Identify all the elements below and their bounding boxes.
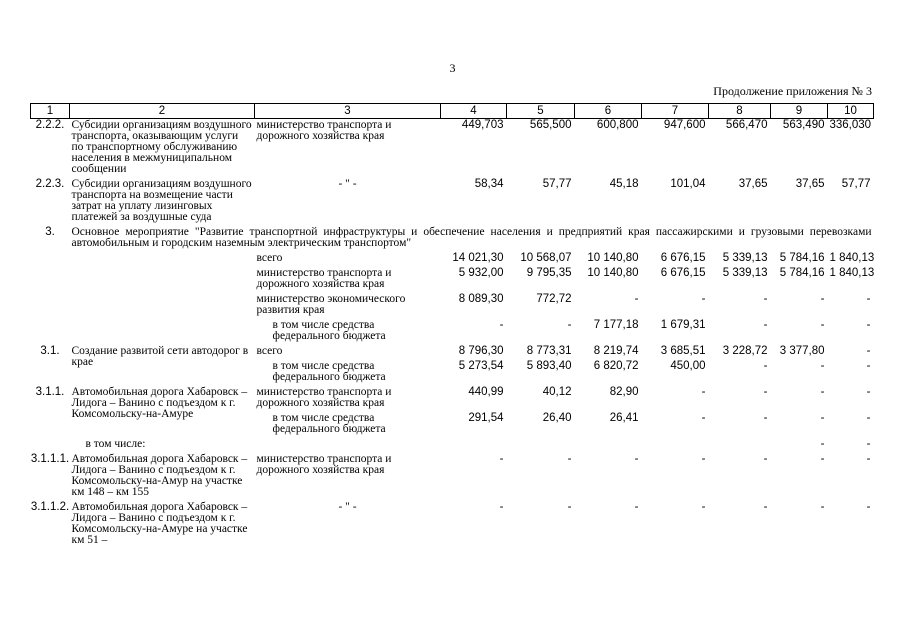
value-cell: - (820, 293, 825, 305)
table-row (31, 453, 874, 501)
row-executor: в том числе средства федерального бюджета (272, 360, 386, 383)
value-cell: 336,030 (829, 119, 872, 131)
value-cell: 449,703 (461, 119, 504, 131)
header-cell: 2 (70, 104, 255, 119)
value-cell: - (820, 360, 825, 372)
value-cell: 8 796,30 (458, 345, 504, 357)
value-cell: 101,04 (670, 178, 706, 190)
value-cell: 291,54 (468, 412, 504, 424)
row-name: Автомобильная дорога Хабаровск – Лидога – Ванино с подъездом к г. Комсомольску-на-Амур на участке км 148 – км 155 (71, 453, 248, 498)
row-name: Автомобильная дорога Хабаровск – Лидога – Ванино с подъездом к г. Комсомольску-на-Амуре (71, 386, 248, 420)
value-cell: - (866, 345, 871, 357)
value-cell: - (763, 453, 768, 465)
value-cell: - (866, 319, 871, 331)
row-executor: всего (256, 252, 283, 264)
value-cell: - (866, 360, 871, 372)
value-cell: 563,490 (782, 119, 825, 131)
table-row (31, 438, 874, 453)
value-cell: - (820, 453, 825, 465)
value-cell: 450,00 (670, 360, 706, 372)
row-executor: министерство транспорта и дорожного хозяйства края (256, 386, 392, 409)
row-code: 3. (45, 226, 55, 238)
row-code: 3.1.1. (35, 386, 65, 398)
value-cell: - (820, 438, 825, 450)
value-cell: 5 339,13 (722, 252, 768, 264)
table-row (31, 345, 874, 360)
row-name: Субсидии организациям воздушного транспорта на возмещение части затрат на уплату лизинговых платежей за воздушные суда (71, 178, 252, 223)
value-cell: - (763, 386, 768, 398)
row-code: 2.2.3. (35, 178, 65, 190)
value-cell: - (820, 386, 825, 398)
value-cell: 1 679,31 (660, 319, 706, 331)
row-name: Создание развитой сети автодорог в крае (71, 345, 249, 368)
value-cell (709, 438, 771, 453)
value-cell: - (866, 293, 871, 305)
value-cell: - (866, 386, 871, 398)
value-cell (575, 438, 642, 453)
value-cell: 7 177,18 (593, 319, 639, 331)
page-number: 3 (449, 61, 456, 75)
value-cell: - (763, 501, 768, 513)
value-cell: 5 784,16 (779, 252, 825, 264)
value-cell: 57,77 (542, 178, 572, 190)
row-executor: в том числе средства федерального бюджета (272, 319, 386, 342)
header-cell: 7 (642, 104, 709, 119)
value-cell: - (763, 412, 768, 424)
value-cell: 45,18 (609, 178, 639, 190)
value-cell: 3 685,51 (660, 345, 706, 357)
value-cell: 1 840,13 (829, 267, 875, 279)
value-cell: 8 219,74 (593, 345, 639, 357)
value-cell: 600,800 (596, 119, 639, 131)
header-cell: 6 (575, 104, 642, 119)
header-cell: 3 (255, 104, 441, 119)
header-cell: 8 (709, 104, 771, 119)
value-cell: 10 140,80 (587, 267, 639, 279)
budget-table (30, 103, 874, 549)
continuation-note: Продолжение приложения № 3 (713, 84, 872, 98)
value-cell: 772,72 (536, 293, 572, 305)
value-cell: 6 676,15 (660, 267, 706, 279)
value-cell: - (866, 453, 871, 465)
table-row (31, 252, 874, 267)
value-cell: 566,470 (725, 119, 768, 131)
value-cell (642, 438, 709, 453)
value-cell: - (567, 319, 572, 331)
value-cell: - (701, 501, 706, 513)
value-cell: 947,600 (663, 119, 706, 131)
row-name: Субсидии организациям воздушного транспорта, оказывающим услуги по транспортному обслуживанию населения в межмуниципальном сообщении (71, 119, 252, 175)
row-name: Основное мероприятие "Развитие транспортной инфраструктуры и обеспечение населения и предприятий края пассажирскими и грузовыми перевозками автомобильным и городским наземным электрическим транспортом" (71, 226, 872, 249)
value-cell: - (499, 453, 504, 465)
value-cell: 40,12 (542, 386, 572, 398)
table-row (31, 501, 874, 549)
row-executor: - " - (338, 178, 357, 190)
value-cell: - (634, 453, 639, 465)
table-row (31, 119, 874, 179)
header-cell: 1 (31, 104, 70, 119)
value-cell: 5 784,16 (779, 267, 825, 279)
value-cell: 37,65 (795, 178, 825, 190)
header-row (31, 104, 874, 119)
value-cell: 6 820,72 (593, 360, 639, 372)
table-row (31, 226, 874, 252)
value-cell (441, 438, 507, 453)
header-cell: 10 (828, 104, 874, 119)
value-cell: 37,65 (738, 178, 768, 190)
value-cell: 10 568,07 (520, 252, 572, 264)
value-cell: 9 795,35 (526, 267, 572, 279)
value-cell: - (701, 453, 706, 465)
value-cell: 5 273,54 (458, 360, 504, 372)
value-cell: 82,90 (609, 386, 639, 398)
value-cell: - (763, 293, 768, 305)
table-row (31, 319, 874, 345)
value-cell: 8 089,30 (458, 293, 504, 305)
value-cell: - (701, 412, 706, 424)
value-cell: 1 840,13 (829, 252, 875, 264)
value-cell: - (763, 360, 768, 372)
row-executor: - " - (338, 501, 357, 513)
header-cell: 9 (771, 104, 828, 119)
value-cell: - (499, 319, 504, 331)
value-cell: - (820, 412, 825, 424)
row-name: Автомобильная дорога Хабаровск – Лидога – Ванино с подъездом к г. Комсомольску-на-Амуре на участке км 51 – (71, 501, 248, 546)
value-cell: - (820, 319, 825, 331)
value-cell: - (866, 438, 871, 450)
table-row (31, 267, 874, 293)
value-cell: - (634, 501, 639, 513)
value-cell: - (701, 293, 706, 305)
table-row (31, 293, 874, 319)
value-cell: 26,41 (609, 412, 639, 424)
value-cell: - (866, 501, 871, 513)
row-executor: министерство транспорта и дорожного хозяйства края (256, 119, 392, 142)
value-cell: 5 339,13 (722, 267, 768, 279)
header-cell: 5 (507, 104, 575, 119)
value-cell: 3 228,72 (722, 345, 768, 357)
row-executor: в том числе средства федерального бюджета (272, 412, 386, 435)
row-code: 3.1. (40, 345, 60, 357)
table-row (31, 178, 874, 226)
value-cell: - (567, 453, 572, 465)
value-cell: - (866, 412, 871, 424)
row-executor: министерство транспорта и дорожного хозяйства края (256, 267, 392, 290)
row-code: 3.1.1.1. (30, 453, 70, 465)
value-cell: - (763, 319, 768, 331)
value-cell: 10 140,80 (587, 252, 639, 264)
value-cell: 440,99 (468, 386, 504, 398)
value-cell (507, 438, 575, 453)
row-name: в том числе: (85, 438, 146, 450)
value-cell: 8 773,31 (526, 345, 572, 357)
value-cell: - (634, 293, 639, 305)
value-cell: 6 676,15 (660, 252, 706, 264)
value-cell: - (701, 386, 706, 398)
value-cell: 58,34 (474, 178, 504, 190)
value-cell: - (567, 501, 572, 513)
row-executor: министерство транспорта и дорожного хозяйства края (256, 453, 392, 476)
value-cell: 26,40 (542, 412, 572, 424)
row-code: 3.1.1.2. (30, 501, 70, 513)
value-cell: 3 377,80 (779, 345, 825, 357)
table-row (31, 386, 874, 412)
row-executor: всего (256, 345, 283, 357)
header-cell: 4 (441, 104, 507, 119)
value-cell: 565,500 (529, 119, 572, 131)
value-cell: 5 932,00 (458, 267, 504, 279)
value-cell: 14 021,30 (452, 252, 504, 264)
value-cell: - (820, 501, 825, 513)
row-code: 2.2.2. (35, 119, 65, 131)
value-cell: 57,77 (841, 178, 871, 190)
row-executor: министерство экономического развития края (256, 293, 406, 316)
value-cell: - (499, 501, 504, 513)
value-cell: 5 893,40 (526, 360, 572, 372)
